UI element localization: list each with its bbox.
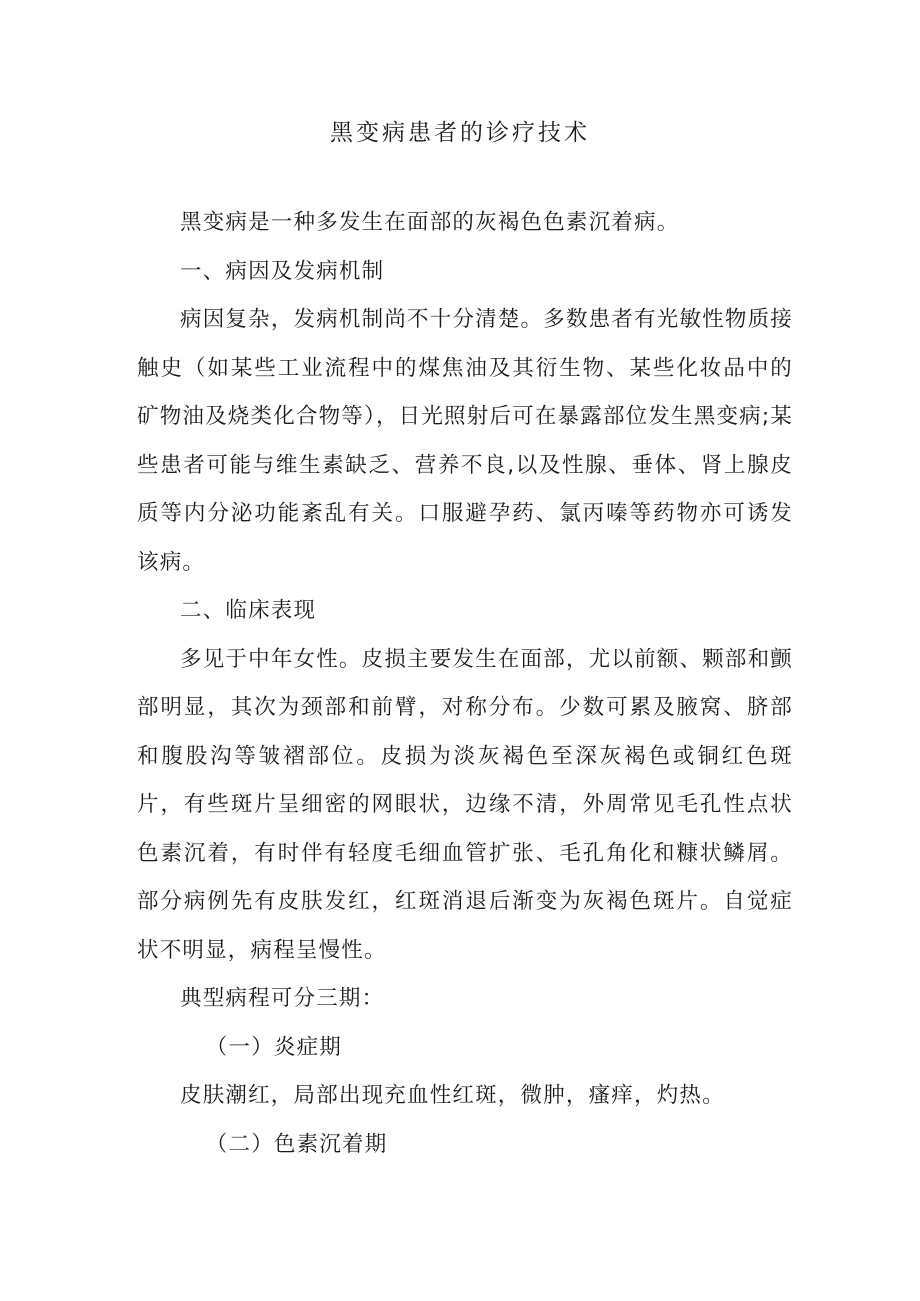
etiology-paragraph: 病因复杂，发病机制尚不十分清楚。多数患者有光敏性物质接触史（如某些工业流程中的煤焦油及其衍生物、某些化妆品中的矿物油及烧类化合物等），日光照射后可在暴露部位发生黑变病;某些患者可能与维生素缺乏、营养不良,以及性腺、垂体、肾上腺皮质等内分泌功能紊乱有关。口服避孕药、氯丙嗪等药物亦可诱发该病。 [137, 307, 793, 575]
document-body [137, 199, 793, 1169]
section-heading-etiology: 一、病因及发病机制 [180, 258, 385, 284]
clinical-paragraph: 多见于中年女性。皮损主要发生在面部，尤以前额、颗部和颤部明显，其次为颈部和前臂，对称分布。少数可累及腋窝、脐部和腹股沟等皱褶部位。皮损为淡灰褐色至深灰褐色或铜红色斑片，有些斑片呈细密的网眼状，边缘不清，外周常见毛孔性点状色素沉着，有时伴有轻度毛细血管扩张、毛孔角化和糠状鳞屑。部分病例先有皮肤发红，红斑消退后渐变为灰褐色斑片。自觉症状不明显，病程呈慢性。 [137, 646, 793, 963]
subheading-pigmentation-stage: （二）色素沉着期 [205, 1131, 388, 1157]
stages-intro: 典型病程可分三期： [180, 986, 385, 1011]
inflammatory-stage-paragraph: 皮肤潮红，局部出现充血性红斑，微肿，瘙痒，灼热。 [180, 1083, 725, 1108]
subheading-inflammatory-stage: （一）炎症期 [205, 1034, 342, 1060]
intro-paragraph: 黑变病是一种多发生在面部的灰褐色色素沉着病。 [180, 210, 680, 235]
document-title: 黑变病患者的诊疗技术 [330, 120, 590, 146]
section-heading-clinical: 二、临床表现 [180, 598, 317, 623]
